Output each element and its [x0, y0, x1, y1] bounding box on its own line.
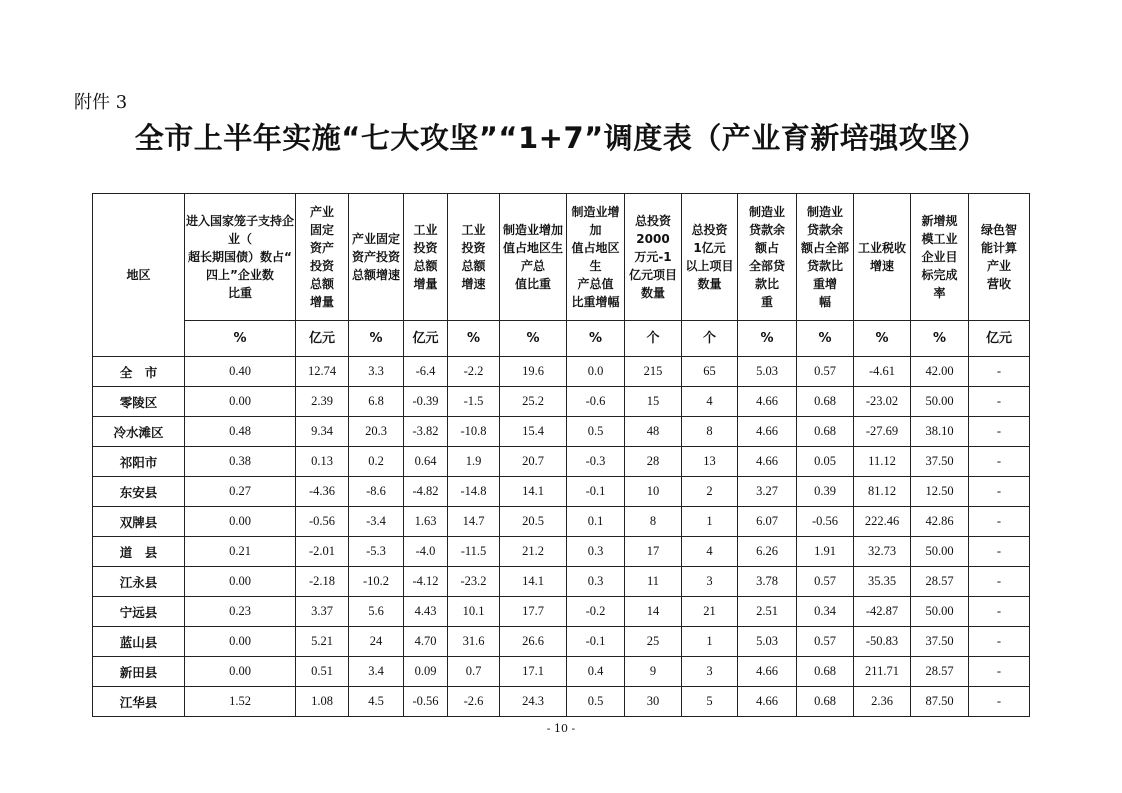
value-cell: -5.3	[349, 537, 404, 567]
value-cell: -0.56	[797, 507, 854, 537]
value-cell: 3.78	[738, 567, 797, 597]
unit-cell: %	[797, 321, 854, 357]
value-cell: 0.68	[797, 687, 854, 717]
value-cell: 21.2	[500, 537, 567, 567]
value-cell: -4.82	[404, 477, 448, 507]
unit-cell: 个	[625, 321, 682, 357]
value-cell: 31.6	[448, 627, 500, 657]
value-cell: 17	[625, 537, 682, 567]
value-cell: -0.1	[567, 627, 625, 657]
value-cell: 0.4	[567, 657, 625, 687]
value-cell: 24	[349, 627, 404, 657]
region-cell: 蓝山县	[93, 627, 185, 657]
value-cell: -6.4	[404, 357, 448, 387]
region-cell: 江华县	[93, 687, 185, 717]
value-cell: 37.50	[911, 627, 969, 657]
region-header: 地区	[93, 194, 185, 357]
unit-cell: %	[911, 321, 969, 357]
unit-cell: 亿元	[296, 321, 349, 357]
value-cell: 1.91	[797, 537, 854, 567]
unit-cell: 亿元	[404, 321, 448, 357]
value-cell: 30	[625, 687, 682, 717]
value-cell: 4.70	[404, 627, 448, 657]
value-cell: -23.2	[448, 567, 500, 597]
region-cell: 新田县	[93, 657, 185, 687]
value-cell: 50.00	[911, 537, 969, 567]
value-cell: 20.5	[500, 507, 567, 537]
column-header-1	[185, 194, 296, 321]
value-cell: 0.57	[797, 627, 854, 657]
value-cell: 8	[682, 417, 738, 447]
table-row	[93, 627, 1030, 657]
dispatch-table	[92, 193, 1030, 717]
table-row	[93, 417, 1030, 447]
value-cell: 0.5	[567, 417, 625, 447]
value-cell: 211.71	[854, 657, 911, 687]
column-header-label: 制造业增加 值占地区生 产总值 比重增幅	[571, 205, 620, 309]
column-header-12	[854, 194, 911, 321]
value-cell: -14.8	[448, 477, 500, 507]
table-row	[93, 477, 1030, 507]
value-cell: 0.09	[404, 657, 448, 687]
value-cell: 8	[625, 507, 682, 537]
value-cell: 0.00	[185, 387, 296, 417]
value-cell: -2.2	[448, 357, 500, 387]
column-header-label: 进入国家笼子支持企业（ 超长期国债）数占“ 四上”企业数 比重	[185, 214, 294, 300]
column-header-9	[682, 194, 738, 321]
value-cell: 42.86	[911, 507, 969, 537]
table-row	[93, 537, 1030, 567]
value-cell: 50.00	[911, 597, 969, 627]
value-cell: 222.46	[854, 507, 911, 537]
page-title: 全市上半年实施“七大攻坚”“1+7”调度表（产业育新培强攻坚）	[134, 121, 988, 155]
region-cell: 双牌县	[93, 507, 185, 537]
column-header-label: 制造业增加 值占地区生 产总 值比重	[502, 223, 563, 291]
value-cell: 0.68	[797, 387, 854, 417]
value-cell: -0.1	[567, 477, 625, 507]
value-cell: 1	[682, 627, 738, 657]
value-cell: 25.2	[500, 387, 567, 417]
value-cell: -0.56	[404, 687, 448, 717]
value-cell: 12.50	[911, 477, 969, 507]
value-cell: 4	[682, 387, 738, 417]
unit-cell: %	[738, 321, 797, 357]
value-cell: -0.56	[296, 507, 349, 537]
value-cell: 14.7	[448, 507, 500, 537]
value-cell: 0.1	[567, 507, 625, 537]
column-header-label: 产业固定 资产投资 总额增速	[351, 232, 400, 282]
column-header-label: 绿色智 能计算 产业 营收	[980, 223, 1017, 291]
value-cell: -11.5	[448, 537, 500, 567]
value-cell: 14.1	[500, 477, 567, 507]
value-cell: -	[969, 477, 1030, 507]
value-cell: 0.2	[349, 447, 404, 477]
value-cell: 3.27	[738, 477, 797, 507]
table-row	[93, 597, 1030, 627]
value-cell: 0.27	[185, 477, 296, 507]
column-header-11	[797, 194, 854, 321]
region-cell: 祁阳市	[93, 447, 185, 477]
value-cell: -4.36	[296, 477, 349, 507]
value-cell: -3.4	[349, 507, 404, 537]
value-cell: -2.18	[296, 567, 349, 597]
value-cell: -	[969, 447, 1030, 477]
column-header-label: 工业 投资 总额 增速	[461, 223, 486, 291]
region-cell: 东安县	[93, 477, 185, 507]
column-header-label: 产业 固定 资产 投资 总额 增量	[309, 205, 334, 309]
value-cell: 10	[625, 477, 682, 507]
value-cell: -	[969, 567, 1030, 597]
value-cell: 3.4	[349, 657, 404, 687]
value-cell: -0.3	[567, 447, 625, 477]
value-cell: 28.57	[911, 567, 969, 597]
value-cell: 0.57	[797, 567, 854, 597]
value-cell: 20.7	[500, 447, 567, 477]
value-cell: -23.02	[854, 387, 911, 417]
value-cell: 0.3	[567, 567, 625, 597]
annex-label: 附件 3	[74, 92, 128, 113]
table-row	[93, 387, 1030, 417]
column-header-label: 制造业 贷款余 额占全部 贷款比 重增 幅	[800, 205, 849, 309]
value-cell: 4.66	[738, 387, 797, 417]
value-cell: -1.5	[448, 387, 500, 417]
value-cell: 0.34	[797, 597, 854, 627]
value-cell: 6.26	[738, 537, 797, 567]
column-header-5	[448, 194, 500, 321]
value-cell: 14	[625, 597, 682, 627]
value-cell: 6.8	[349, 387, 404, 417]
value-cell: 0.68	[797, 657, 854, 687]
value-cell: 26.6	[500, 627, 567, 657]
column-header-3	[349, 194, 404, 321]
value-cell: 0.21	[185, 537, 296, 567]
value-cell: 5.03	[738, 357, 797, 387]
unit-cell: %	[448, 321, 500, 357]
value-cell: 0.38	[185, 447, 296, 477]
column-header-14	[969, 194, 1030, 321]
value-cell: 15	[625, 387, 682, 417]
region-cell: 江永县	[93, 567, 185, 597]
table-row	[93, 507, 1030, 537]
region-cell: 全 市	[93, 357, 185, 387]
value-cell: 19.6	[500, 357, 567, 387]
value-cell: 4	[682, 537, 738, 567]
value-cell: 0.13	[296, 447, 349, 477]
unit-cell: 亿元	[969, 321, 1030, 357]
value-cell: -42.87	[854, 597, 911, 627]
value-cell: 14.1	[500, 567, 567, 597]
value-cell: 21	[682, 597, 738, 627]
value-cell: 3	[682, 567, 738, 597]
value-cell: 87.50	[911, 687, 969, 717]
column-header-6	[500, 194, 567, 321]
table-row	[93, 357, 1030, 387]
value-cell: 20.3	[349, 417, 404, 447]
value-cell: -8.6	[349, 477, 404, 507]
value-cell: -0.2	[567, 597, 625, 627]
value-cell: 0.57	[797, 357, 854, 387]
value-cell: 4.43	[404, 597, 448, 627]
value-cell: 0.0	[567, 357, 625, 387]
region-cell: 宁远县	[93, 597, 185, 627]
unit-cell: 个	[682, 321, 738, 357]
value-cell: 0.5	[567, 687, 625, 717]
value-cell: 2.51	[738, 597, 797, 627]
value-cell: 48	[625, 417, 682, 447]
value-cell: 1	[682, 507, 738, 537]
value-cell: 13	[682, 447, 738, 477]
value-cell: 24.3	[500, 687, 567, 717]
value-cell: -	[969, 387, 1030, 417]
value-cell: -2.01	[296, 537, 349, 567]
value-cell: 3.3	[349, 357, 404, 387]
value-cell: 6.07	[738, 507, 797, 537]
column-header-13	[911, 194, 969, 321]
value-cell: 3.37	[296, 597, 349, 627]
value-cell: 11	[625, 567, 682, 597]
value-cell: -	[969, 507, 1030, 537]
value-cell: -	[969, 687, 1030, 717]
column-header-7	[567, 194, 625, 321]
column-header-label: 工业税收 增速	[857, 241, 906, 273]
header-row	[93, 194, 1030, 321]
value-cell: 4.66	[738, 687, 797, 717]
unit-cell: %	[854, 321, 911, 357]
value-cell: 32.73	[854, 537, 911, 567]
unit-cell: %	[567, 321, 625, 357]
value-cell: 1.63	[404, 507, 448, 537]
value-cell: -0.6	[567, 387, 625, 417]
page-number: - 10 -	[546, 722, 576, 735]
value-cell: 35.35	[854, 567, 911, 597]
value-cell: 0.39	[797, 477, 854, 507]
column-header-label: 制造业 贷款余 额占 全部贷 款比 重	[748, 205, 785, 309]
value-cell: 15.4	[500, 417, 567, 447]
value-cell: 0.40	[185, 357, 296, 387]
value-cell: 0.7	[448, 657, 500, 687]
value-cell: 11.12	[854, 447, 911, 477]
table-row	[93, 687, 1030, 717]
column-header-label: 总投资 1亿元 以上项目 数量	[685, 223, 734, 291]
value-cell: -	[969, 417, 1030, 447]
value-cell: -	[969, 597, 1030, 627]
column-header-label: 工业 投资 总额 增量	[413, 223, 438, 291]
value-cell: 25	[625, 627, 682, 657]
value-cell: 9.34	[296, 417, 349, 447]
value-cell: 9	[625, 657, 682, 687]
value-cell: 0.51	[296, 657, 349, 687]
value-cell: 0.00	[185, 567, 296, 597]
region-cell: 零陵区	[93, 387, 185, 417]
column-header-8	[625, 194, 682, 321]
value-cell: 0.05	[797, 447, 854, 477]
value-cell: -	[969, 537, 1030, 567]
value-cell: 37.50	[911, 447, 969, 477]
value-cell: -3.82	[404, 417, 448, 447]
value-cell: -2.6	[448, 687, 500, 717]
value-cell: 0.00	[185, 657, 296, 687]
unit-cell: %	[349, 321, 404, 357]
column-header-4	[404, 194, 448, 321]
value-cell: 5.6	[349, 597, 404, 627]
value-cell: -4.0	[404, 537, 448, 567]
value-cell: -4.12	[404, 567, 448, 597]
column-header-label: 新增规 模工业 企业目 标完成 率	[921, 214, 958, 300]
value-cell: 81.12	[854, 477, 911, 507]
value-cell: 4.66	[738, 447, 797, 477]
value-cell: 10.1	[448, 597, 500, 627]
value-cell: 4.66	[738, 657, 797, 687]
value-cell: 28	[625, 447, 682, 477]
table-body	[93, 357, 1030, 717]
value-cell: 17.1	[500, 657, 567, 687]
value-cell: 0.23	[185, 597, 296, 627]
value-cell: 0.00	[185, 627, 296, 657]
value-cell: 5	[682, 687, 738, 717]
region-cell: 冷水滩区	[93, 417, 185, 447]
value-cell: 1.9	[448, 447, 500, 477]
table-row	[93, 657, 1030, 687]
value-cell: -	[969, 657, 1030, 687]
value-cell: 5.21	[296, 627, 349, 657]
unit-cell: %	[500, 321, 567, 357]
value-cell: 0.3	[567, 537, 625, 567]
value-cell: 1.08	[296, 687, 349, 717]
table-row	[93, 567, 1030, 597]
value-cell: -10.2	[349, 567, 404, 597]
value-cell: 4.5	[349, 687, 404, 717]
region-cell: 道 县	[93, 537, 185, 567]
value-cell: 0.68	[797, 417, 854, 447]
column-header-10	[738, 194, 797, 321]
value-cell: 1.52	[185, 687, 296, 717]
value-cell: 28.57	[911, 657, 969, 687]
value-cell: 3	[682, 657, 738, 687]
value-cell: 2.39	[296, 387, 349, 417]
column-header-2	[296, 194, 349, 321]
unit-row	[93, 321, 1030, 357]
value-cell: -50.83	[854, 627, 911, 657]
value-cell: 0.00	[185, 507, 296, 537]
unit-cell: %	[185, 321, 296, 357]
value-cell: 50.00	[911, 387, 969, 417]
value-cell: 2.36	[854, 687, 911, 717]
value-cell: -4.61	[854, 357, 911, 387]
value-cell: 17.7	[500, 597, 567, 627]
value-cell: 38.10	[911, 417, 969, 447]
value-cell: -	[969, 627, 1030, 657]
table-row	[93, 447, 1030, 477]
value-cell: 65	[682, 357, 738, 387]
value-cell: -27.69	[854, 417, 911, 447]
value-cell: -0.39	[404, 387, 448, 417]
value-cell: 42.00	[911, 357, 969, 387]
value-cell: 12.74	[296, 357, 349, 387]
value-cell: 2	[682, 477, 738, 507]
value-cell: -	[969, 357, 1030, 387]
value-cell: -10.8	[448, 417, 500, 447]
column-header-label: 总投资 2000 万元-1 亿元项目 数量	[628, 214, 677, 300]
value-cell: 215	[625, 357, 682, 387]
value-cell: 0.64	[404, 447, 448, 477]
value-cell: 0.48	[185, 417, 296, 447]
value-cell: 4.66	[738, 417, 797, 447]
value-cell: 5.03	[738, 627, 797, 657]
